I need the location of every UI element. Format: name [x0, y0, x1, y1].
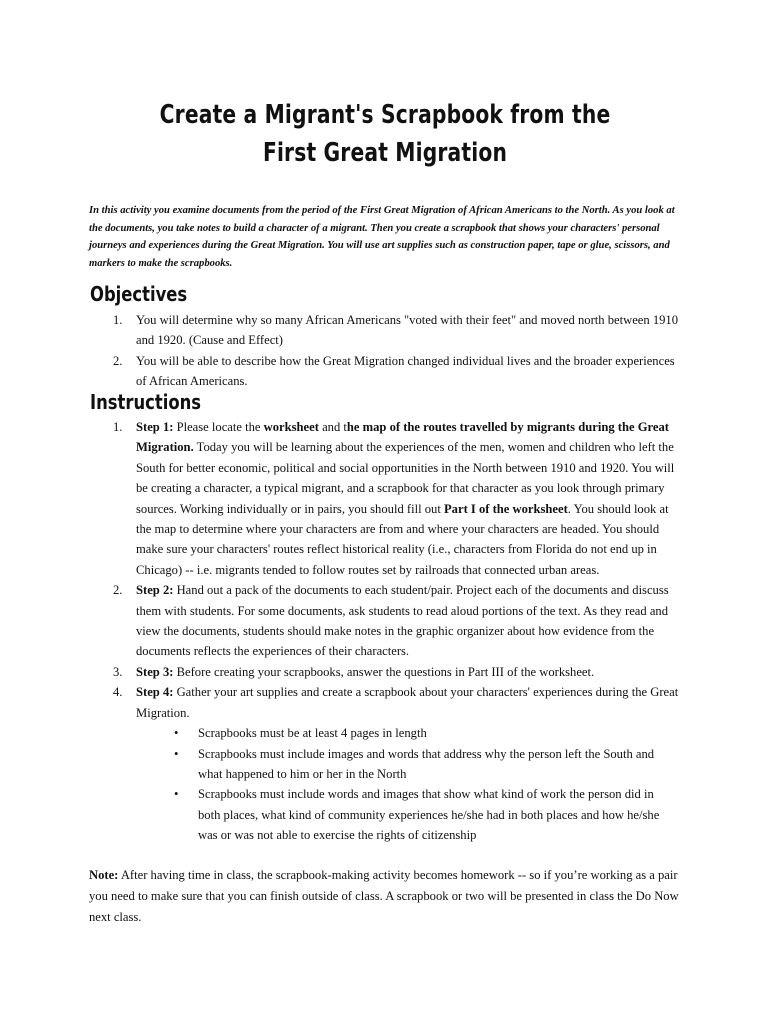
- instructions-list: [89, 417, 679, 846]
- step-text: Gather your art supplies and create a scrapbook about your characters' experiences during the Great Migration.: [136, 685, 679, 720]
- objective-text: You will be able to describe how the Great Migration changed individual lives and the broader experiences of African Americans.: [136, 353, 675, 389]
- objectives-heading: Objectives: [90, 282, 188, 306]
- objectives-list: [89, 310, 679, 392]
- requirement-item: [136, 723, 679, 743]
- step-item: [89, 580, 679, 662]
- step-number: 3.: [113, 664, 123, 679]
- objective-number: 2.: [113, 353, 123, 368]
- bullet-icon: •: [174, 746, 179, 761]
- objective-text: You will determine why so many African Americans "voted with their feet" and moved north between 1910 and 1920. (Cause and Effect): [136, 313, 679, 348]
- requirements-list: [136, 723, 679, 845]
- requirement-text: Scrapbooks must be at least 4 pages in length: [198, 726, 427, 741]
- objective-number: 1.: [113, 313, 123, 327]
- step-number: 2.: [113, 583, 123, 598]
- bullet-icon: •: [174, 726, 179, 741]
- requirement-text: Scrapbooks must include words and images that show what kind of work the person did in both places, what kind of community experiences he/she had in both places and how he/she was or was not able to exercise the rights of citizenship: [198, 787, 660, 843]
- page-title: Create a Migrant's Scrapbook from the First Great Migration: [159, 100, 611, 168]
- step-text: . You should look at the map to determine where your characters are from and where your characters are headed. You should make sure your characters' routes reflect historical reality (i.e., characters from Florida do not end up in Chicago) -- i.e. migrants tended to follow routes set by railroads that connected urban areas.: [136, 501, 669, 577]
- step-item: [89, 662, 679, 682]
- map-ref: he map of the routes travelled by migrants during the Great Migration.: [136, 420, 669, 455]
- bullet-icon: •: [174, 787, 179, 802]
- step-text: Today you will be learning about the experiences of the men, women and children who left the South for better economic, political and social opportunities in the North between 1910 and 1920. You will be creating a character, a typical migrant, and a scrapbook for that character as you look through primary sources. Working individually or in pairs, you should fill out: [136, 440, 675, 516]
- worksheet-ref: worksheet: [263, 420, 319, 434]
- step-label: Step 4:: [136, 685, 174, 700]
- requirement-text: Scrapbooks must include images and words that address why the person left the South and what happened to him or her in the North: [198, 746, 655, 781]
- objective-item: [89, 351, 679, 392]
- step-label: Step 3:: [136, 664, 174, 679]
- step-label: Step 1:: [136, 420, 174, 434]
- step-text: Please locate the: [173, 420, 264, 434]
- note-text: After having time in class, the scrapbook-making activity becomes homework -- so if you’re working as a pair you need to make sure that you can finish outside of class. A scrapbook or two will be presented in class the Do Now next class.: [89, 868, 679, 924]
- step-text: and t: [318, 420, 347, 434]
- step-number: 4.: [113, 685, 123, 700]
- step-number: 1.: [113, 420, 123, 434]
- step-text: Hand out a pack of the documents to each student/pair. Project each of the documents and discuss them with students. For some documents, ask students to read aloud portions of the text. As they read and view the documents, students should make notes in the graphic organizer about how evidence from the documents reflects the experiences of their characters.: [136, 583, 669, 659]
- worksheet-part-ref: Part I of the worksheet: [443, 501, 568, 516]
- note-paragraph: [89, 865, 679, 928]
- instructions-heading: Instructions: [90, 390, 202, 414]
- intro-paragraph: In this activity you examine documents from the period of the First Great Migration of African Americans to the North. As you look at the documents, you take notes to build a character of a migrant. Then you create a scrapbook that shows your characters' personal journeys and experiences during the Great Migration. You will use art supplies such as construction paper, tape or glue, scissors, and markers to make the scrapbooks.: [89, 205, 675, 269]
- requirement-item: [136, 784, 679, 845]
- objective-item: [89, 310, 679, 351]
- step-label: Step 2:: [136, 583, 174, 598]
- step-item: [89, 682, 679, 845]
- note-label: Note:: [89, 868, 119, 882]
- requirement-item: [136, 744, 679, 785]
- step-text: Before creating your scrapbooks, answer the questions in Part III of the worksheet.: [173, 664, 595, 679]
- step-item: [89, 417, 679, 580]
